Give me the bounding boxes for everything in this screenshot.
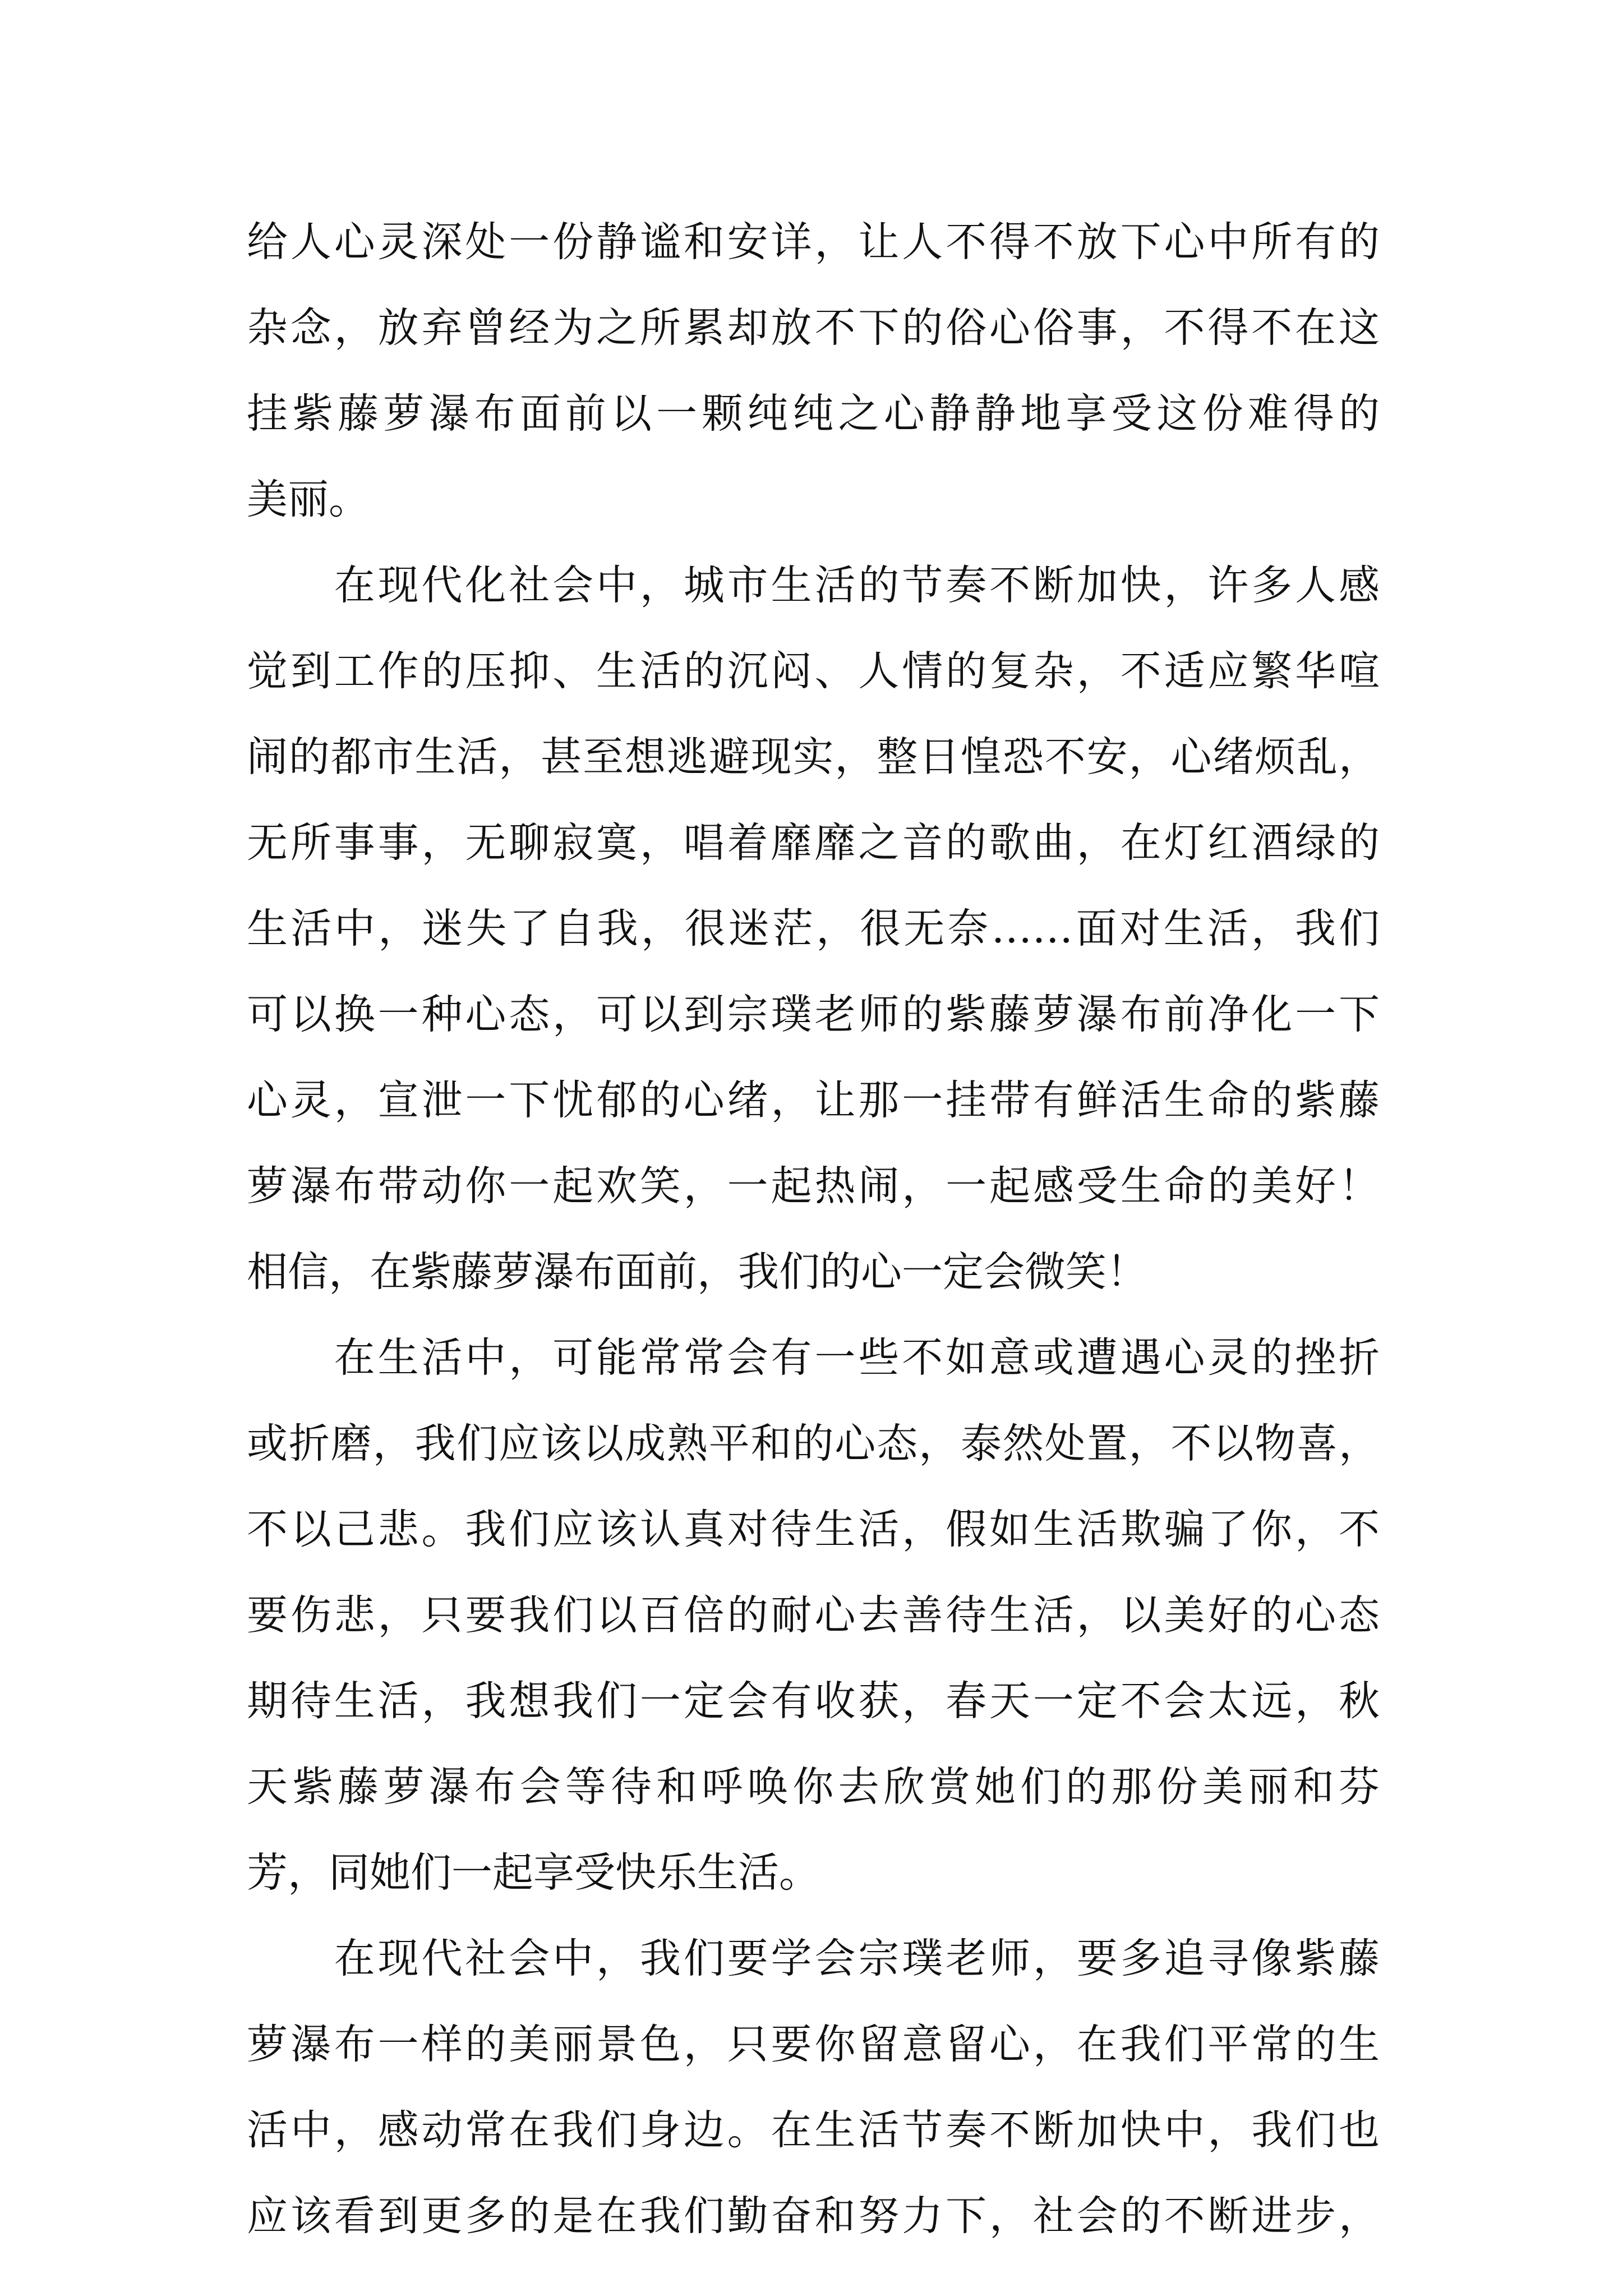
text-line: 无所事事，无聊寂寞，唱着靡靡之音的歌曲，在灯红酒绿的 (247, 819, 1380, 867)
text-line: 或折磨，我们应该以成熟平和的心态，泰然处置，不以物喜， (247, 1420, 1380, 1467)
text-line: 挂紫藤萝瀑布面前以一颗纯纯之心静静地享受这份难得的 (247, 390, 1380, 438)
text-line: 芳，同她们一起享受快乐生活。 (247, 1849, 820, 1897)
text-line: 闹的都市生活，甚至想逃避现实，整日惶恐不安，心绪烦乱， (247, 733, 1380, 781)
text-line: 活中，感动常在我们身边。在生活节奏不断加快中，我们也 (247, 2106, 1380, 2154)
text-line: 杂念，放弃曾经为之所累却放不下的俗心俗事，不得不在这 (247, 304, 1380, 352)
text-line: 应该看到更多的是在我们勤奋和努力下，社会的不断进步， (247, 2192, 1380, 2240)
text-line: 可以换一种心态，可以到宗璞老师的紫藤萝瀑布前净化一下 (247, 991, 1380, 1038)
text-line: 期待生活，我想我们一定会有收获，春天一定不会太远，秋 (247, 1677, 1380, 1725)
text-line: 不以己悲。我们应该认真对待生活，假如生活欺骗了你，不 (247, 1506, 1380, 1553)
text-line: 觉到工作的压抑、生活的沉闷、人情的复杂，不适应繁华喧 (247, 647, 1380, 695)
text-line: 在现代社会中，我们要学会宗璞老师，要多追寻像紫藤 (247, 1935, 1380, 1982)
text-line: 生活中，迷失了自我，很迷茫，很无奈……面对生活，我们 (247, 905, 1380, 953)
text-line: 给人心灵深处一份静谧和安详，让人不得不放下心中所有的 (247, 218, 1380, 266)
text-line: 萝瀑布带动你一起欢笑，一起热闹，一起感受生命的美好！ (247, 1162, 1380, 1210)
text-line: 美丽。 (247, 476, 370, 523)
body-text (247, 199, 1380, 2259)
text-line: 天紫藤萝瀑布会等待和呼唤你去欣赏她们的那份美丽和芬 (247, 1763, 1380, 1811)
text-line: 在生活中，可能常常会有一些不如意或遭遇心灵的挫折 (247, 1334, 1380, 1382)
text-line: 萝瀑布一样的美丽景色，只要你留意留心，在我们平常的生 (247, 2021, 1380, 2068)
text-line: 心灵，宣泄一下忧郁的心绪，让那一挂带有鲜活生命的紫藤 (247, 1076, 1380, 1124)
text-line: 在现代化社会中，城市生活的节奏不断加快，许多人感 (247, 562, 1380, 609)
text-line: 要伤悲，只要我们以百倍的耐心去善待生活，以美好的心态 (247, 1591, 1380, 1639)
text-line: 相信，在紫藤萝瀑布面前，我们的心一定会微笑！ (247, 1248, 1147, 1296)
